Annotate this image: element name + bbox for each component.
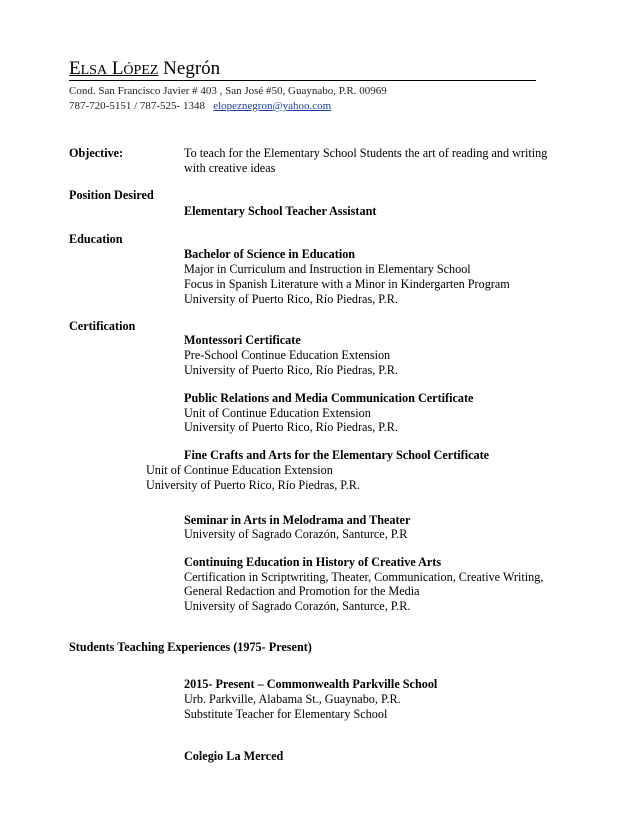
cert-1-title: Montessori Certificate (184, 333, 301, 347)
cert-3-line-2: University of Puerto Rico, Río Piedras, P.R. (146, 478, 360, 492)
cert-1-line-2: University of Puerto Rico, Río Piedras, P.R. (184, 363, 398, 377)
email-link[interactable]: elopeznegron@yahoo.com (213, 100, 332, 112)
cert-5-line-2: General Redaction and Promotion for the Media (184, 584, 420, 598)
education-line-2: Focus in Spanish Literature with a Minor in Kindergarten Program (184, 277, 510, 291)
cert-5-title: Continuing Education in History of Creative Arts (184, 555, 442, 569)
name-first-initial: E (69, 58, 81, 79)
phone-numbers: 787-720-5151 / 787-525- 1348 (69, 100, 205, 112)
exp-1-line-1: Urb. Parkville, Alabama St., Guaynabo, P.R. (184, 692, 401, 706)
exp-1-line-2: Substitute Teacher for Elementary School (184, 707, 388, 721)
position-label: Position Desired (69, 188, 154, 202)
exp-1-title: 2015- Present – Commonwealth Parkville School (184, 677, 438, 691)
cert-1-line-1: Pre-School Continue Education Extension (184, 348, 391, 362)
cert-2-title: Public Relations and Media Communication Certificate (184, 391, 474, 405)
cert-2-line-1: Unit of Continue Education Extension (184, 406, 371, 420)
applicant-name (69, 58, 536, 81)
education-label: Education (69, 232, 123, 246)
position-value: Elementary School Teacher Assistant (184, 204, 377, 218)
education-degree: Bachelor of Science in Education (184, 247, 356, 261)
objective-line-1: To teach for the Elementary School Students the art of reading and writing (184, 146, 548, 160)
objective-line-2: with creative ideas (184, 161, 276, 175)
name-mid-initial: L (111, 58, 124, 79)
exp-2-title: Colegio La Merced (184, 749, 284, 763)
cert-2-line-2: University of Puerto Rico, Río Piedras, P.R. (184, 420, 398, 434)
education-line-3: University of Puerto Rico, Río Piedras, P.R. (184, 292, 398, 306)
name-last: Negrón (163, 58, 221, 79)
cert-5-line-3: University of Sagrado Corazón, Santurce, P.R. (184, 599, 411, 613)
certification-label: Certification (69, 319, 136, 333)
name-mid-rest: ÓPEZ (123, 63, 159, 78)
experience-label: Students Teaching Experiences (1975- Present) (69, 640, 312, 654)
objective-label: Objective: (69, 146, 124, 160)
name-first-rest: LSA (80, 63, 108, 78)
contact-line (69, 100, 331, 113)
cert-4-title: Seminar in Arts in Melodrama and Theater (184, 513, 411, 527)
cert-5-line-1: Certification in Scriptwriting, Theater, Communication, Creative Writing, (184, 570, 544, 584)
cert-3-line-1: Unit of Continue Education Extension (146, 463, 333, 477)
address-line: Cond. San Francisco Javier # 403 , San José #50, Guaynabo, P.R. 00969 (69, 85, 387, 97)
education-line-1: Major in Curriculum and Instruction in Elementary School (184, 262, 471, 276)
cert-3-title: Fine Crafts and Arts for the Elementary School Certificate (184, 448, 490, 462)
cert-4-line-1: University of Sagrado Corazón, Santurce, P.R (184, 527, 408, 541)
